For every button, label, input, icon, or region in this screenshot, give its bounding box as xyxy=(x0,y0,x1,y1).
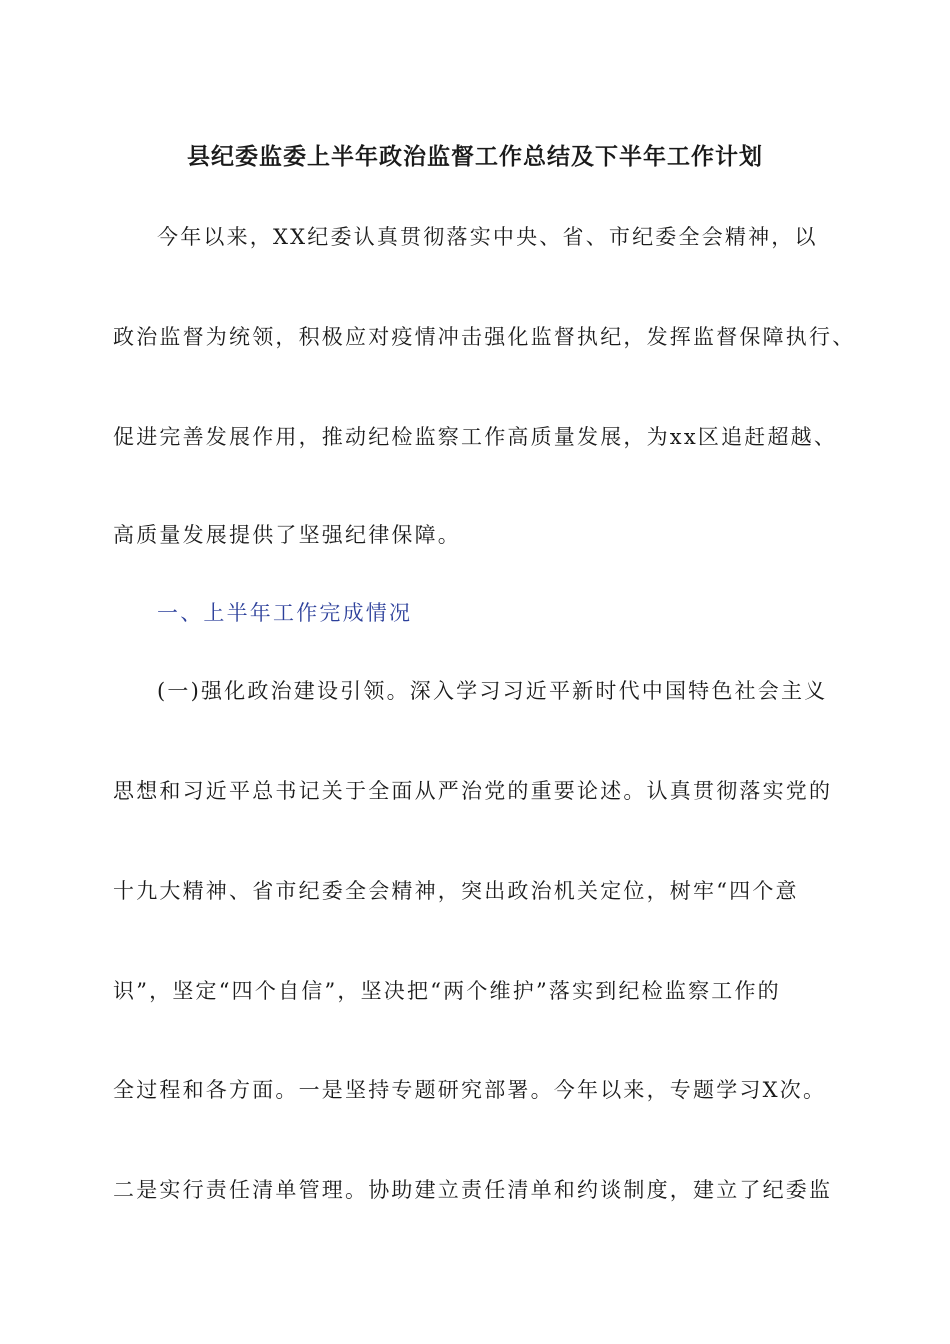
paragraph-line: 促进完善发展作用，推动纪检监察工作高质量发展，为xx区追赶超越、 xyxy=(113,425,838,449)
section-heading: 一、上半年工作完成情况 xyxy=(157,601,413,625)
paragraph-line: 二是实行责任清单管理。协助建立责任清单和约谈制度，建立了纪委监 xyxy=(113,1178,833,1202)
paragraph-line: 今年以来，XX纪委认真贯彻落实中央、省、市纪委全会精神，以 xyxy=(157,225,818,249)
paragraph-line: 政治监督为统领，积极应对疫情冲击强化监督执纪，发挥监督保障执行、 xyxy=(113,325,856,349)
paragraph-line: (一)强化政治建设引领。深入学习习近平新时代中国特色社会主义 xyxy=(157,679,828,703)
paragraph-line: 识”，坚定“四个自信”，坚决把“两个维护”落实到纪检监察工作的 xyxy=(113,979,781,1003)
paragraph-line: 全过程和各方面。一是坚持专题研究部署。今年以来，专题学习X次。 xyxy=(113,1078,827,1102)
document-title: 县纪委监委上半年政治监督工作总结及下半年工作计划 xyxy=(187,143,763,170)
paragraph-line: 十九大精神、省市纪委全会精神，突出政治机关定位，树牢“四个意 xyxy=(113,879,799,903)
paragraph-line: 高质量发展提供了坚强纪律保障。 xyxy=(113,523,461,547)
paragraph-line: 思想和习近平总书记关于全面从严治党的重要论述。认真贯彻落实党的 xyxy=(113,779,833,803)
